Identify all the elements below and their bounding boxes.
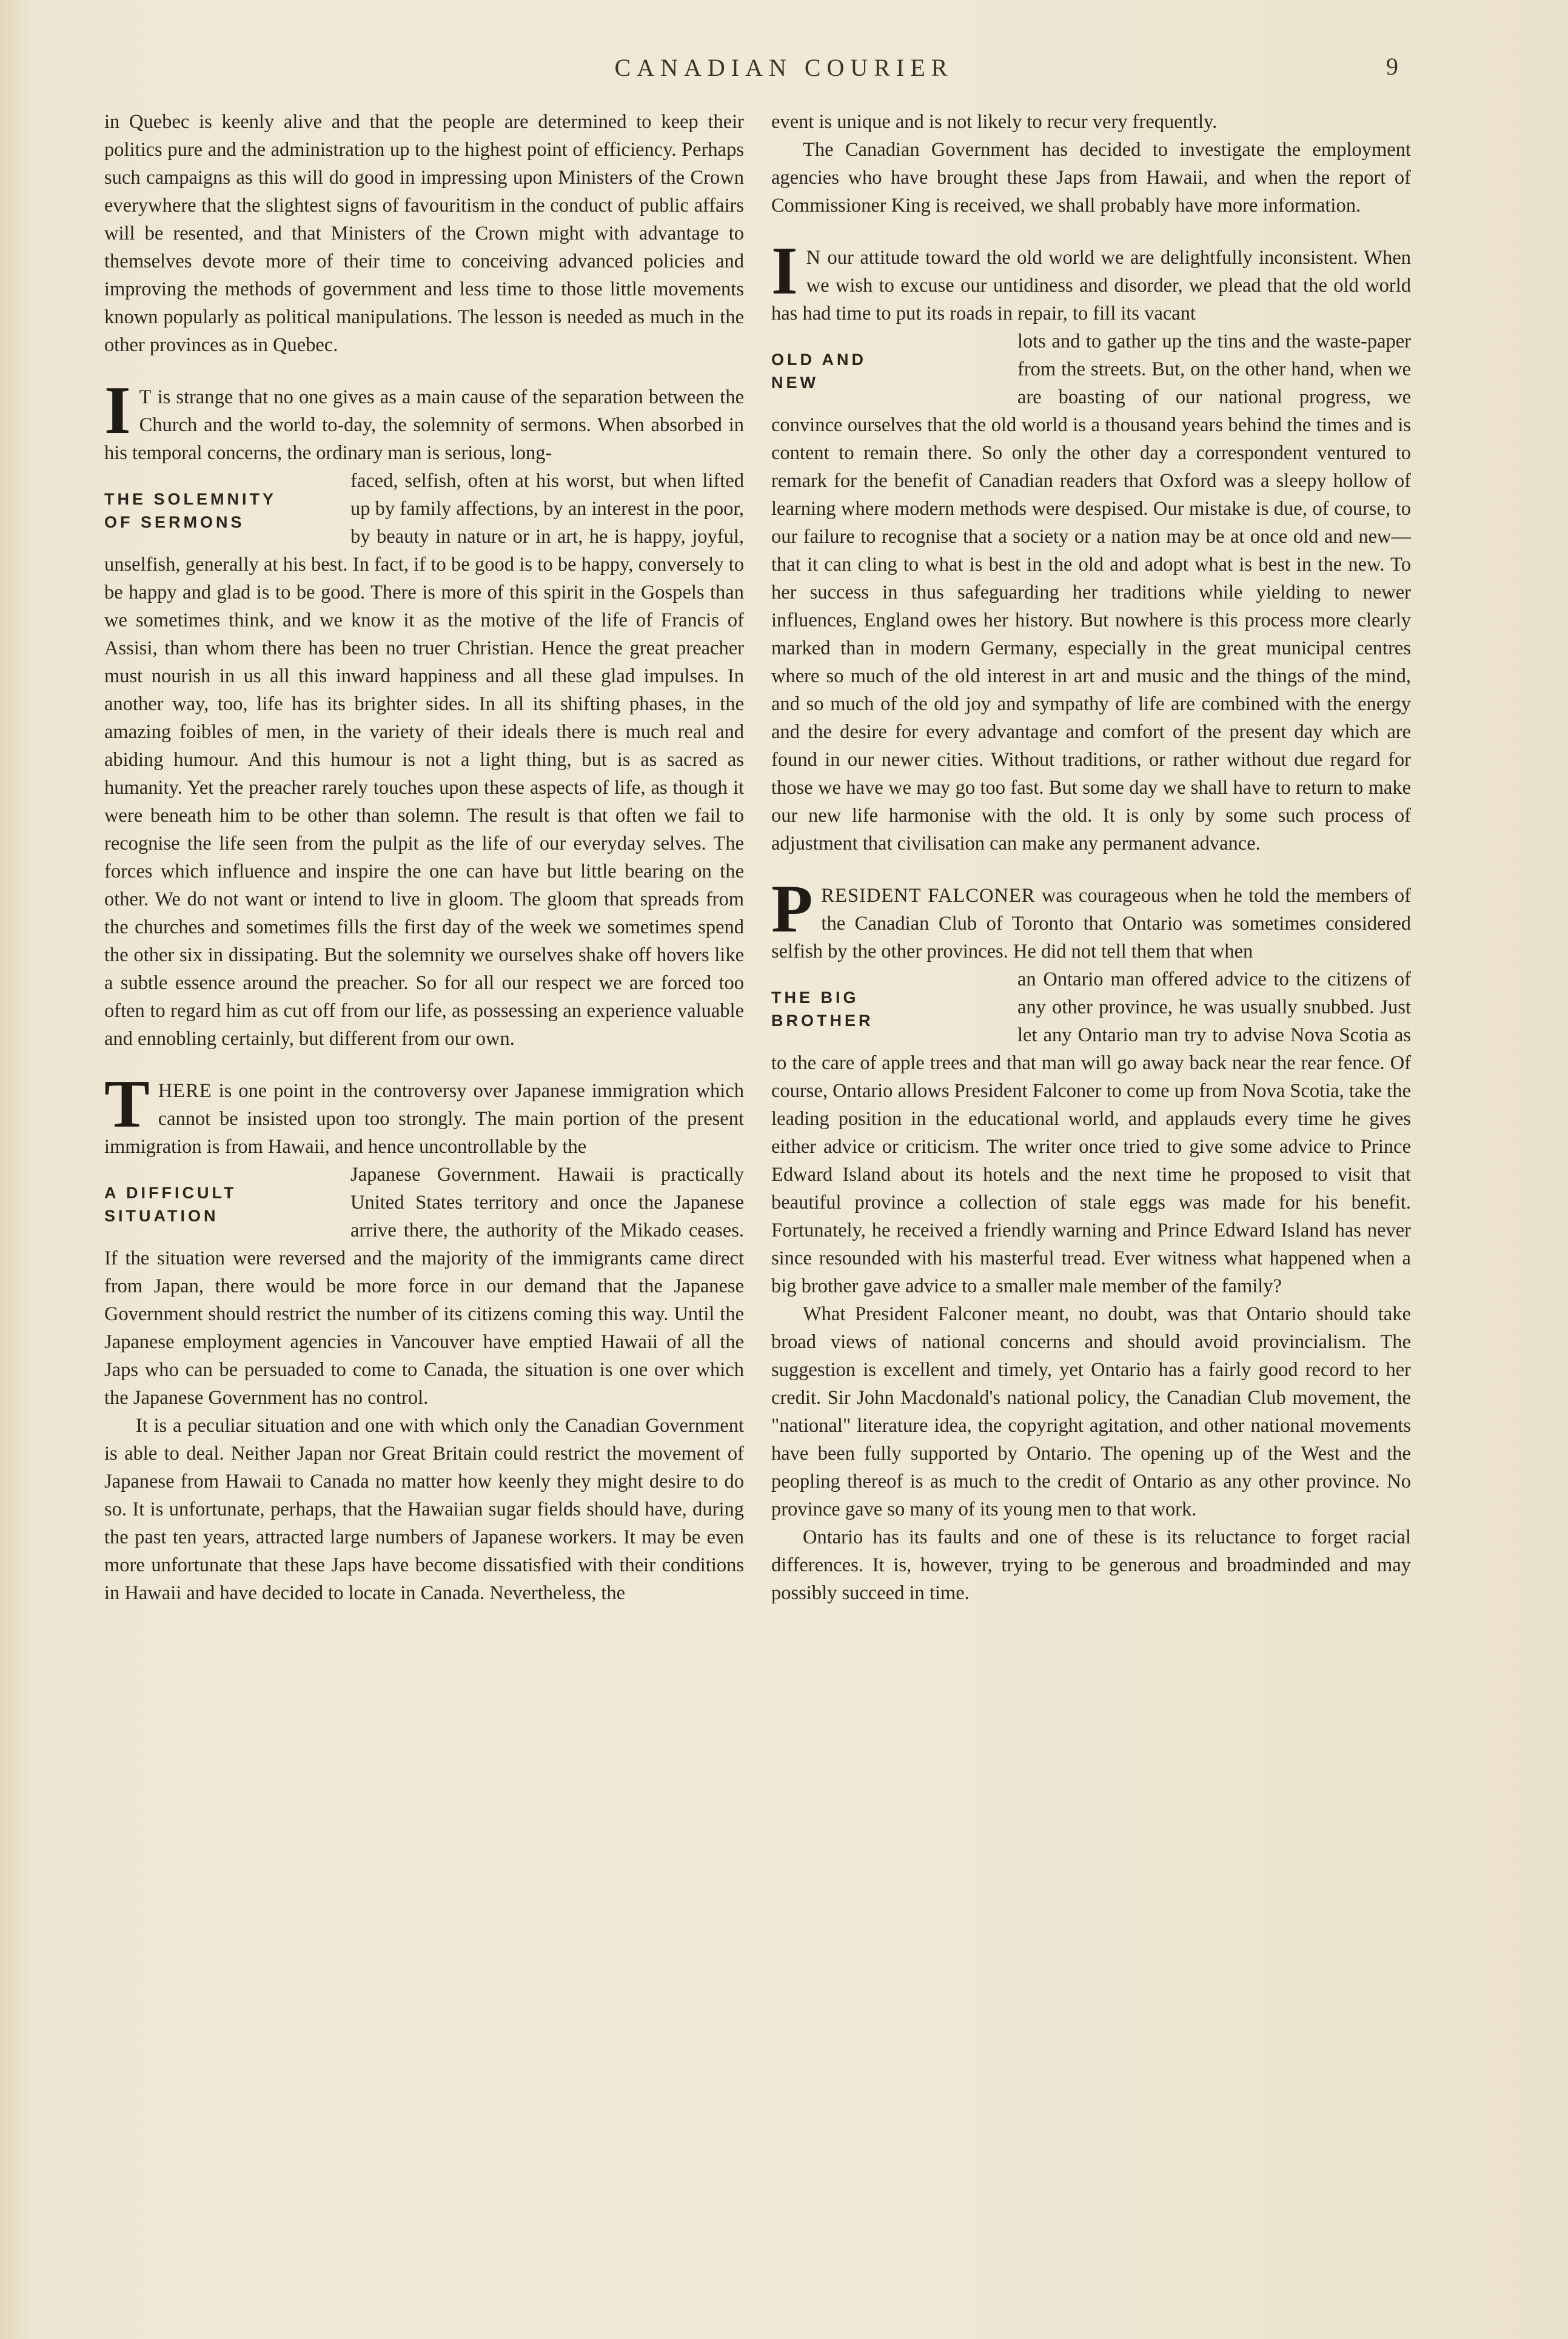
page-number: 9: [1386, 53, 1398, 80]
article-paragraph: What President Falconer meant, no doubt, was that Ontario should take broad views of national concerns and should avoid provincialism. The suggestion is excellent and timely, yet Ontario has a fairly good record to her credit. Sir John Macdonald's national policy, the Canadian Club movement, the "national" literature idea, the copyright agitation, and other national movements have been fully supported by Ontario. The opening up of the West and the peopling thereof is as much to the credit of Ontario as any other province. No province gave so many of its young men to that work.: [771, 1303, 1411, 1520]
article-body: an Ontario man offered advice to the citizens of any other province, he was usually snubbed. Just let any Ontario man try to advise Nova Scotia as to the care of apple trees and that man will go away back near the rear fence. Of course, Ontario allows President Falconer to come up from Nova Scotia, take the leading position in the educational world, and applauds every time he gives either advice or criticism. The writer once tried to give some advice to Prince Edward Island about its hotels and the next time he proposed to visit that beautiful province a collection of stale eggs was made for his benefit. Fortunately, he received a friendly warning and Prince Edward Island has never since resounded with his masterful tread. Ever witness what happened when a big brother gave advice to a smaller male member of the family?: [771, 968, 1411, 1297]
section-sidehead: [771, 348, 1002, 394]
article-continuation: event is unique and is not likely to recur very frequently.: [771, 111, 1218, 133]
lead-word: N: [806, 247, 822, 269]
article-lead-paragraph: [104, 373, 744, 467]
sidehead-line: BROTHER: [771, 1012, 874, 1030]
drop-cap: P: [771, 871, 813, 947]
left-column: [104, 108, 744, 1607]
drop-cap: T: [104, 1067, 150, 1142]
right-column: [771, 108, 1411, 1607]
sidehead-line: OLD AND: [771, 351, 866, 369]
article-paragraph: The Canadian Government has decided to investigate the employment agencies who have brought these Japs from Hawaii, and when the report of Commissioner King is received, we shall probably have more information.: [771, 139, 1411, 216]
sidehead-line: THE BIG: [771, 988, 859, 1007]
article-body: faced, selfish, often at his worst, but when lifted up by family affections, by an interest in the poor, by beauty in nature or in art, he is happy, joyful, unselfish, generally at his best. In fact, if to be good is to be happy, conversely to be happy and glad is to be good. There is more of this spirit in the Gospels than we sometimes think, and we know it as the motive of the life of Francis of Assisi, than whom there has been no truer Christian. Hence the great preacher must nourish in us all this inward happiness and all these glad impulses. In another way, too, life has its brighter sides. In all its shifting phases, in the amazing foibles of men, in the variety of their ideals there is much real and abiding humour. And this humour is not a light thing, but is as sacred as humanity. Yet the preacher rarely touches upon these aspects of life, as though it were beneath him to be other than solemn. The result is that often we fail to recognise the life seen from the pulpit as the life of our everyday selves. The forces which influence and inspire the one can have but little bearing on the other. We do not want or intend to live in gloom. The gloom that spreads from the churches and sometimes fills the first day of the week we sometimes spend the other six in dissipating. But the solemnity we ourselves shake off hovers like a subtle essence around the preacher. So for all our respect we are forced too often to regard him as cut off from our life, as possessing an experience valuable and ennobling certainly, but different from our own.: [104, 470, 744, 1050]
article-solemnity-of-sermons: [104, 373, 744, 1053]
sidehead-line: OF SERMONS: [104, 513, 245, 531]
article-body: lots and to gather up the tins and the waste-paper from the streets. But, on the other hand, when we are boasting of our national progress, we convince ourselves that the old world is a thousand years behind the times and is content to remain there. So only the other day a correspondent ventured to remark for the benefit of Canadian readers that Oxford was a sleepy hollow of learning where modern methods were despised. Our mistake is due, of course, to our failure to recognise that a society or a nation may be at once old and new—that it can cling to what is best in the old and adopt what is best in the new. To her success in thus safeguarding her traditions while yielding to newer influences, England owes her history. But nowhere is this process more clearly marked than in modern Germany, especially in the great municipal centres where so much of the old interest in art and music and the things of the mind, and so much of the old joy and sympathy of life are combined with the energy and the desire for every advantage and comfort of the present day which are found in our newer cities. Without traditions, or rather without due regard for those we have we may go too fast. But some day we shall have to return to make our new life harmonise with the old. It is only by some such process of adjustment that civilisation can make any permanent advance.: [771, 331, 1411, 854]
article-lead-paragraph: [771, 871, 1412, 965]
article-the-big-brother: [771, 871, 1412, 1607]
lead-text: was courageous when he told the members of the Canadian Club of Toronto that Ontario was sometimes considered selfish by the other provinces. He did not tell them that when: [771, 885, 1412, 962]
running-head-title: CANADIAN COURIER: [614, 54, 954, 81]
article-body: Japanese Government. Hawaii is practically United States territory and once the Japanese arrive there, the authority of the Mikado ceases. If the situation were reversed and the majority of the immigrants came direct from Japan, there would be more force in our demand that the Japanese Government should restrict the number of its citizens coming this way. Until the Japanese employment agencies in Vancouver have emptied Hawaii of all the Japs who can be persuaded to come to Canada, the situation is one over which the Japanese Government has no control.: [104, 1164, 744, 1409]
sidehead-line: THE SOLEMNITY: [104, 490, 277, 508]
drop-cap: I: [771, 233, 798, 309]
section-sidehead: [104, 1181, 335, 1227]
lead-text: our attitude toward the old world we are delightfully inconsistent. When we wish to excuse our untidiness and disorder, we plead that the old world has had time to put its roads in repair, to fill its vacant: [771, 247, 1411, 324]
article-continuation-quebec: in Quebec is keenly alive and that the people are determined to keep their politics pure and the administration up to the highest point of efficiency. Perhaps such campaigns as this will do good in impressing upon Ministers of the Crown everywhere that the slightest signs of favouritism in the conduct of public affairs will be resented, and that Ministers of the Crown might with advantage to themselves devote more of their time to conceiving advanced policies and improving the methods of government and less time to those little movements known popularly as political manipulations. The lesson is needed as much in the other provinces as in Quebec.: [104, 111, 744, 356]
article-a-difficult-situation: [104, 1067, 744, 1607]
lead-word: HERE: [158, 1080, 212, 1102]
article-paragraph: It is a peculiar situation and one with which only the Canadian Government is able to deal. Neither Japan nor Great Britain could restrict the movement of Japanese from Hawaii to Canada no matter how keenly they might desire to do so. It is unfortunate, perhaps, that the Hawaiian sugar fields should have, during the past ten years, attracted large numbers of Japanese workers. It may be even more unfortunate that these Japs have become dissatisfied with their conditions in Hawaii and have decided to locate in Canada. Nevertheless, the: [104, 1415, 744, 1604]
article-lead-paragraph: [771, 233, 1411, 327]
sidehead-line: NEW: [771, 374, 819, 392]
article-old-and-new: [771, 233, 1411, 857]
sidehead-line: SITUATION: [104, 1207, 219, 1225]
section-sidehead: [771, 986, 1002, 1032]
lead-word: T: [139, 386, 152, 408]
lead-word: RESIDENT FALCONER: [821, 885, 1036, 907]
article-paragraph: Ontario has its faults and one of these is its reluctance to forget racial differences. It is, however, trying to be generous and broadminded and may possibly succeed in time.: [771, 1526, 1411, 1604]
article-lead-paragraph: [104, 1067, 744, 1161]
lead-text: is strange that no one gives as a main cause of the separation between the Church and the world to-day, the solemnity of sermons. When absorbed in his temporal concerns, the ordinary man is serious, long-: [104, 386, 744, 464]
lead-text: is one point in the controversy over Japanese immigration which cannot be insisted upon too strongly. The main portion of the present immigration is from Hawaii, and hence uncontrollable by the: [104, 1080, 744, 1158]
section-sidehead: [104, 488, 335, 534]
sidehead-line: A DIFFICULT: [104, 1184, 237, 1202]
drop-cap: I: [104, 373, 131, 448]
